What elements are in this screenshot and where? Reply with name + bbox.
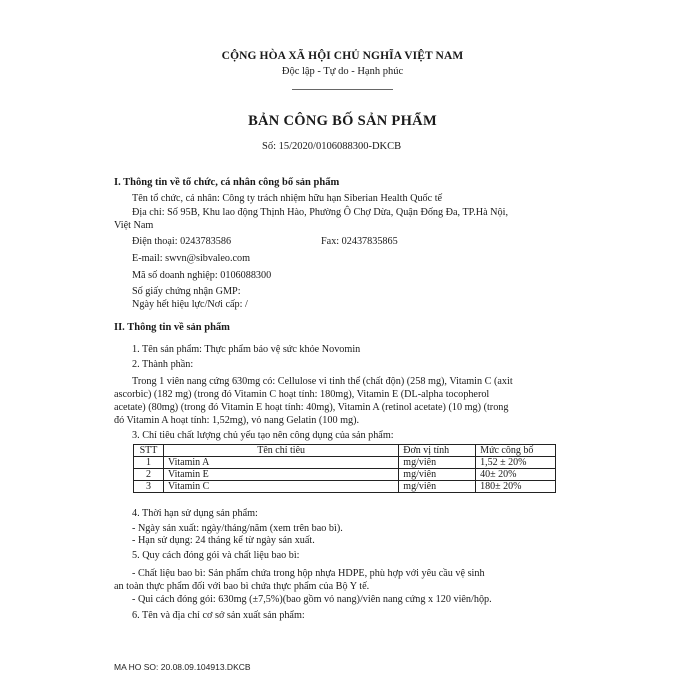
business-code: Mã số doanh nghiệp: 0106088300	[132, 270, 272, 281]
shelf-life-heading: 4. Thời hạn sử dụng sản phẩm:	[132, 508, 258, 519]
packaging-material-line1: - Chất liệu bao bì: Sản phẩm chứa trong hộp nhựa HDPE, phù hợp với yêu cầu vệ sinh	[132, 568, 485, 579]
address-line1: Địa chỉ: Số 95B, Khu lao động Thịnh Hào, Phường Ô Chợ Dừa, Quận Đống Đa, TP.Hà Nội,	[132, 207, 509, 218]
nation-heading: CỘNG HÒA XÃ HỘI CHỦ NGHĨA VIỆT NAM	[221, 50, 464, 62]
table-cell: 1	[134, 457, 164, 469]
header-cell: STT	[134, 445, 164, 457]
table-cell: mg/viên	[399, 457, 476, 469]
motto-underline	[292, 89, 393, 90]
composition-heading: 2. Thành phần:	[132, 359, 194, 370]
document-title: BẢN CÔNG BỐ SẢN PHẨM	[248, 113, 437, 129]
table-cell: 40± 20%	[476, 469, 556, 481]
composition-line: đó Vitamin A hoạt tính: 1,52mg), vỏ nang Gelatin (100 mg).	[114, 415, 360, 426]
org-name: Tên tổ chức, cá nhân: Công ty trách nhiệm hữu hạn Siberian Health Quốc tế	[132, 193, 443, 204]
table-cell: 1,52 ± 20%	[476, 457, 556, 469]
table-row	[134, 481, 556, 493]
table-row	[134, 469, 556, 481]
dossier-code: MA HO SO: 20.08.09.104913.DKCB	[114, 662, 251, 672]
table-cell: mg/viên	[399, 481, 476, 493]
document-number: Số: 15/2020/0106088300-DKCB	[262, 141, 402, 152]
composition-line: Trong 1 viên nang cứng 630mg có: Cellulose vi tinh thể (chất độn) (258 mg), Vitamin C (axit	[132, 376, 513, 387]
composition-line: ascorbic) (182 mg) (trong đó Vitamin C hoạt tính: 180mg), Vitamin E (DL-alpha tocopherol	[114, 389, 490, 400]
table-cell: Vitamin C	[163, 481, 398, 493]
email: E-mail: swvn@sibvaleo.com	[132, 253, 251, 264]
table-cell: Vitamin A	[163, 457, 398, 469]
table-cell: Vitamin E	[163, 469, 398, 481]
packaging-material-line2: an toàn thực phẩm đối với bao bì chứa thực phẩm của Bộ Y tế.	[114, 581, 370, 592]
table-cell: 3	[134, 481, 164, 493]
packaging-spec: - Qui cách đóng gói: 630mg (±7,5%)(bao gồm vỏ nang)/viên nang cứng x 120 viên/hộp.	[132, 594, 492, 605]
address-line2: Việt Nam	[114, 220, 154, 231]
section1-heading: I. Thông tin về tổ chức, cá nhân công bố sản phẩm	[114, 177, 340, 188]
manufacturer-heading: 6. Tên và địa chỉ cơ sở sản xuất sản phẩm:	[132, 610, 305, 621]
table-cell: 2	[134, 469, 164, 481]
fax: Fax: 02437835865	[321, 236, 398, 247]
header-cell: Đơn vị tính	[399, 445, 476, 457]
expiry-issuer: Ngày hết hiệu lực/Nơi cấp: /	[132, 299, 248, 310]
product-name: 1. Tên sản phẩm: Thực phẩm bảo vệ sức khỏe Novomin	[132, 344, 361, 355]
gmp-certificate: Số giấy chứng nhận GMP:	[132, 286, 241, 297]
table-cell: mg/viên	[399, 469, 476, 481]
phone: Điện thoại: 0243783586	[132, 236, 232, 247]
header-cell: Mức công bố	[476, 445, 556, 457]
quality-criteria-table	[133, 444, 556, 493]
packaging-heading: 5. Quy cách đóng gói và chất liệu bao bì:	[132, 550, 300, 561]
table-cell: 180± 20%	[476, 481, 556, 493]
header-cell: Tên chỉ tiêu	[163, 445, 398, 457]
motto: Độc lập - Tự do - Hạnh phúc	[281, 66, 404, 77]
section2-heading: II. Thông tin về sản phẩm	[114, 322, 230, 333]
table-header-row	[134, 445, 556, 457]
manufacture-date: - Ngày sản xuất: ngày/tháng/năm (xem trên bao bì).	[132, 523, 343, 534]
table-row	[134, 457, 556, 469]
quality-criteria-heading: 3. Chỉ tiêu chất lượng chủ yếu tạo nên công dụng của sản phẩm:	[132, 430, 394, 441]
composition-line: acetate) (80mg) (trong đó Vitamin E hoạt tính: 40mg), Vitamin A (retinol acetate) (10 mg) (trong	[114, 402, 509, 413]
shelf-life: - Hạn sử dụng: 24 tháng kể từ ngày sản xuất.	[132, 535, 315, 546]
